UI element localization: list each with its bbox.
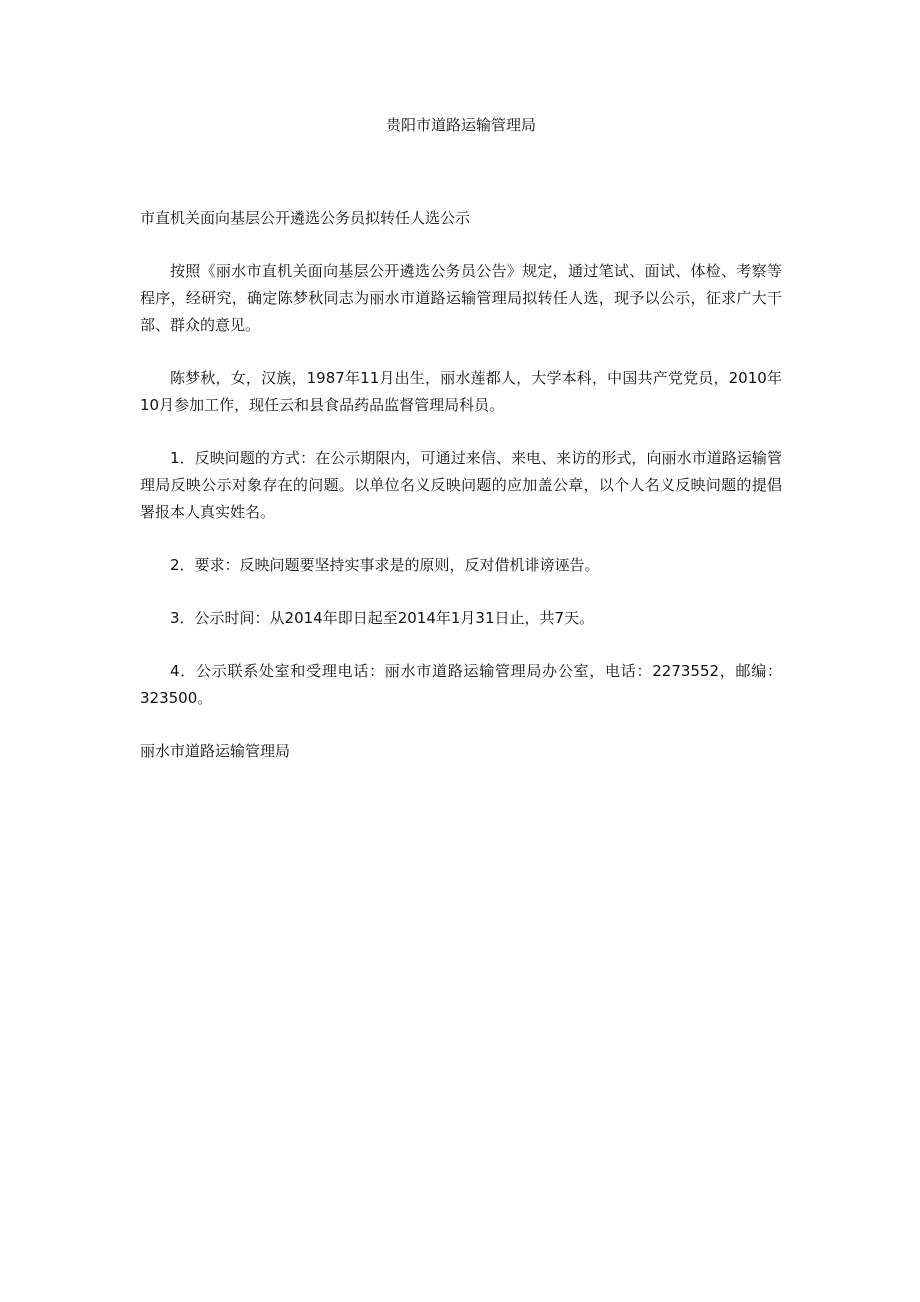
document-body <box>140 112 782 765</box>
notice-title: 市直机关面向基层公开遴选公务员拟转任人选公示 <box>140 209 471 227</box>
paragraph-item-3-period: 3．公示时间：从2014年即日起至2014年1月31日止，共7天。 <box>170 609 595 627</box>
paragraph-item-1-feedback-method: 1．反映问题的方式：在公示期限内，可通过来信、来电、来访的形式，向丽水市道路运输管理局反映公示对象存在的问题。以单位名义反映问题的应加盖公章，以个人名义反映问题的提倡署报本人真实姓名。 <box>140 449 782 521</box>
paragraph-intro: 按照《丽水市直机关面向基层公开遴选公务员公告》规定，通过笔试、面试、体检、考察等程序，经研究，确定陈梦秋同志为丽水市道路运输管理局拟转任人选，现予以公示，征求广大干部、群众的意见。 <box>140 262 782 334</box>
paragraph-candidate-profile: 陈梦秋，女，汉族，1987年11月出生，丽水莲都人，大学本科，中国共产党党员，2010年10月参加工作，现任云和县食品药品监督管理局科员。 <box>140 369 782 414</box>
signature-organization: 丽水市道路运输管理局 <box>140 742 291 760</box>
paragraph-item-2-requirements: 2．要求：反映问题要坚持实事求是的原则，反对借机诽谤诬告。 <box>170 556 600 574</box>
page-header-title: 贵阳市道路运输管理局 <box>385 116 536 134</box>
paragraph-item-4-contact: 4．公示联系处室和受理电话：丽水市道路运输管理局办公室，电话：2273552，邮编：323500。 <box>140 662 782 707</box>
